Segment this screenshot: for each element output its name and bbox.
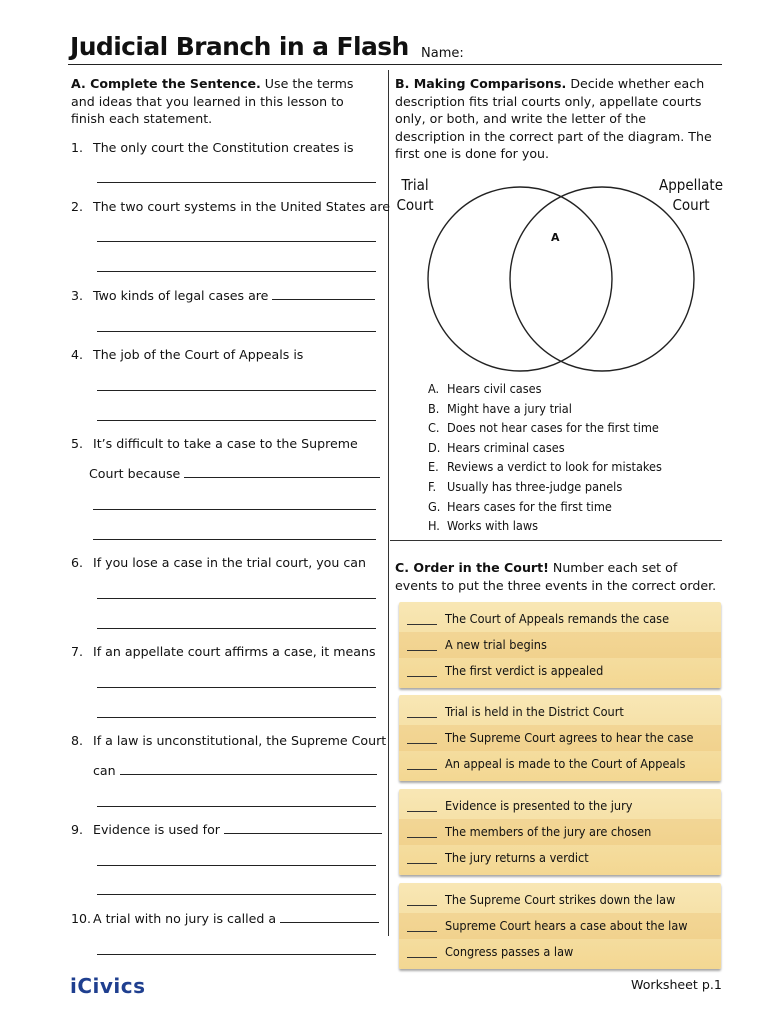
- answer-line[interactable]: [97, 331, 376, 332]
- order-blank[interactable]: [407, 918, 437, 932]
- section-b-heading: B. Making Comparisons.: [395, 76, 567, 91]
- event-set-3: [399, 789, 721, 875]
- answer-line[interactable]: [97, 390, 376, 391]
- section-c-intro: [395, 559, 720, 594]
- question-2: 2. The two court systems in the United States are: [71, 199, 390, 214]
- section-c-instructions: Number each set of events to put the three events in the correct order.: [395, 560, 717, 593]
- section-c-divider: [390, 540, 722, 541]
- event-row[interactable]: Evidence is presented to the jury: [399, 793, 721, 819]
- question-8: 8. If a law is unconstitutional, the Supreme Court: [71, 733, 387, 748]
- trial-court-circle[interactable]: [428, 187, 612, 371]
- event-set-1: [399, 602, 721, 688]
- answer-line[interactable]: [97, 628, 376, 629]
- title-rule: [68, 64, 722, 65]
- name-label: Name:: [421, 46, 464, 61]
- description-item: A. Hears civil cases: [428, 381, 542, 396]
- order-blank[interactable]: [407, 730, 437, 744]
- order-blank[interactable]: [407, 798, 437, 812]
- logo-text: iCivics: [70, 974, 146, 998]
- event-set-4: [399, 883, 721, 969]
- answer-line[interactable]: [97, 598, 376, 599]
- section-b-intro: [395, 75, 720, 163]
- order-blank[interactable]: [407, 944, 437, 958]
- order-blank[interactable]: [407, 611, 437, 625]
- description-item: F. Usually has three-judge panels: [428, 478, 623, 494]
- answer-line[interactable]: [97, 894, 376, 895]
- question-7: 7. If an appellate court affirms a case, it means: [71, 644, 376, 659]
- answer-line[interactable]: [97, 687, 376, 688]
- answer-line[interactable]: [93, 509, 376, 510]
- answer-line[interactable]: [120, 763, 377, 775]
- answer-line[interactable]: [280, 911, 379, 923]
- question-9: 9. Evidence is used for: [71, 821, 382, 838]
- event-row[interactable]: The jury returns a verdict: [399, 845, 721, 871]
- question-3: 3. Two kinds of legal cases are: [71, 287, 375, 304]
- question-1: 1. The only court the Constitution creates is: [71, 140, 354, 155]
- description-item: B. Might have a jury trial: [428, 400, 572, 416]
- question-10: 10. A trial with no jury is called a: [71, 910, 379, 927]
- description-list: [428, 379, 662, 536]
- section-c-heading: C. Order in the Court!: [395, 560, 549, 575]
- question-5-continued: Court because: [89, 465, 380, 482]
- event-row[interactable]: A new trial begins: [399, 632, 721, 658]
- description-item: D. Hears criminal cases: [428, 439, 565, 455]
- answer-line[interactable]: [272, 288, 375, 300]
- venn-label-appellate: Appellate Court: [658, 176, 724, 214]
- icivics-logo: [70, 974, 146, 998]
- section-a-intro: [71, 75, 381, 128]
- section-b-instructions: Decide whether each description fits trial courts only, appellate courts only, or both, and write the letter of the description in the correct part of the diagram. The first one is done for you.: [395, 76, 712, 161]
- order-blank[interactable]: [407, 637, 437, 651]
- order-blank[interactable]: [407, 756, 437, 770]
- order-blank[interactable]: [407, 824, 437, 838]
- order-blank[interactable]: [407, 892, 437, 906]
- order-blank[interactable]: [407, 704, 437, 718]
- answer-line[interactable]: [93, 539, 376, 540]
- question-4: 4. The job of the Court of Appeals is: [71, 347, 304, 362]
- event-row[interactable]: The Court of Appeals remands the case: [399, 606, 721, 632]
- event-row[interactable]: Congress passes a law: [399, 939, 721, 965]
- order-blank[interactable]: [407, 850, 437, 864]
- description-item: C. Does not hear cases for the first time: [428, 420, 659, 436]
- answer-line[interactable]: [97, 182, 376, 183]
- answer-line[interactable]: [97, 271, 376, 272]
- order-blank[interactable]: [407, 663, 437, 677]
- answer-line[interactable]: [97, 717, 376, 718]
- venn-label-trial: Trial Court: [396, 176, 434, 214]
- worksheet-title: Judicial Branch in a Flash: [70, 32, 409, 61]
- appellate-court-circle[interactable]: [510, 187, 694, 371]
- event-row[interactable]: An appeal is made to the Court of Appeals: [399, 751, 721, 777]
- description-item: H. Works with laws: [428, 518, 539, 534]
- question-8-continued: can: [93, 762, 377, 779]
- question-5: 5. It’s difficult to take a case to the Supreme: [71, 436, 358, 451]
- event-row[interactable]: The Supreme Court strikes down the law: [399, 887, 721, 913]
- answer-line[interactable]: [97, 241, 376, 242]
- description-item: G. Hears cases for the first time: [428, 498, 612, 514]
- venn-example-letter: A: [551, 231, 560, 244]
- event-row[interactable]: The Supreme Court agrees to hear the case: [399, 725, 721, 751]
- event-row[interactable]: The first verdict is appealed: [399, 658, 721, 684]
- section-a-instructions: Use the terms and ideas that you learned in this lesson to finish each statement.: [71, 76, 354, 126]
- answer-line[interactable]: [184, 466, 380, 478]
- answer-line[interactable]: [97, 865, 376, 866]
- page-footer: Worksheet p.1: [631, 977, 722, 992]
- answer-line[interactable]: [224, 822, 382, 834]
- event-set-2: [399, 695, 721, 781]
- section-a-heading: A. Complete the Sentence.: [71, 76, 261, 91]
- description-item: E. Reviews a verdict to look for mistakes: [428, 459, 662, 475]
- event-row[interactable]: Trial is held in the District Court: [399, 699, 721, 725]
- event-row[interactable]: The members of the jury are chosen: [399, 819, 721, 845]
- event-row[interactable]: Supreme Court hears a case about the law: [399, 913, 721, 939]
- answer-line[interactable]: [97, 806, 376, 807]
- question-6: 6. If you lose a case in the trial court, you can: [71, 555, 366, 570]
- answer-line[interactable]: [97, 420, 376, 421]
- answer-line[interactable]: [97, 954, 376, 955]
- venn-diagram[interactable]: [400, 180, 720, 380]
